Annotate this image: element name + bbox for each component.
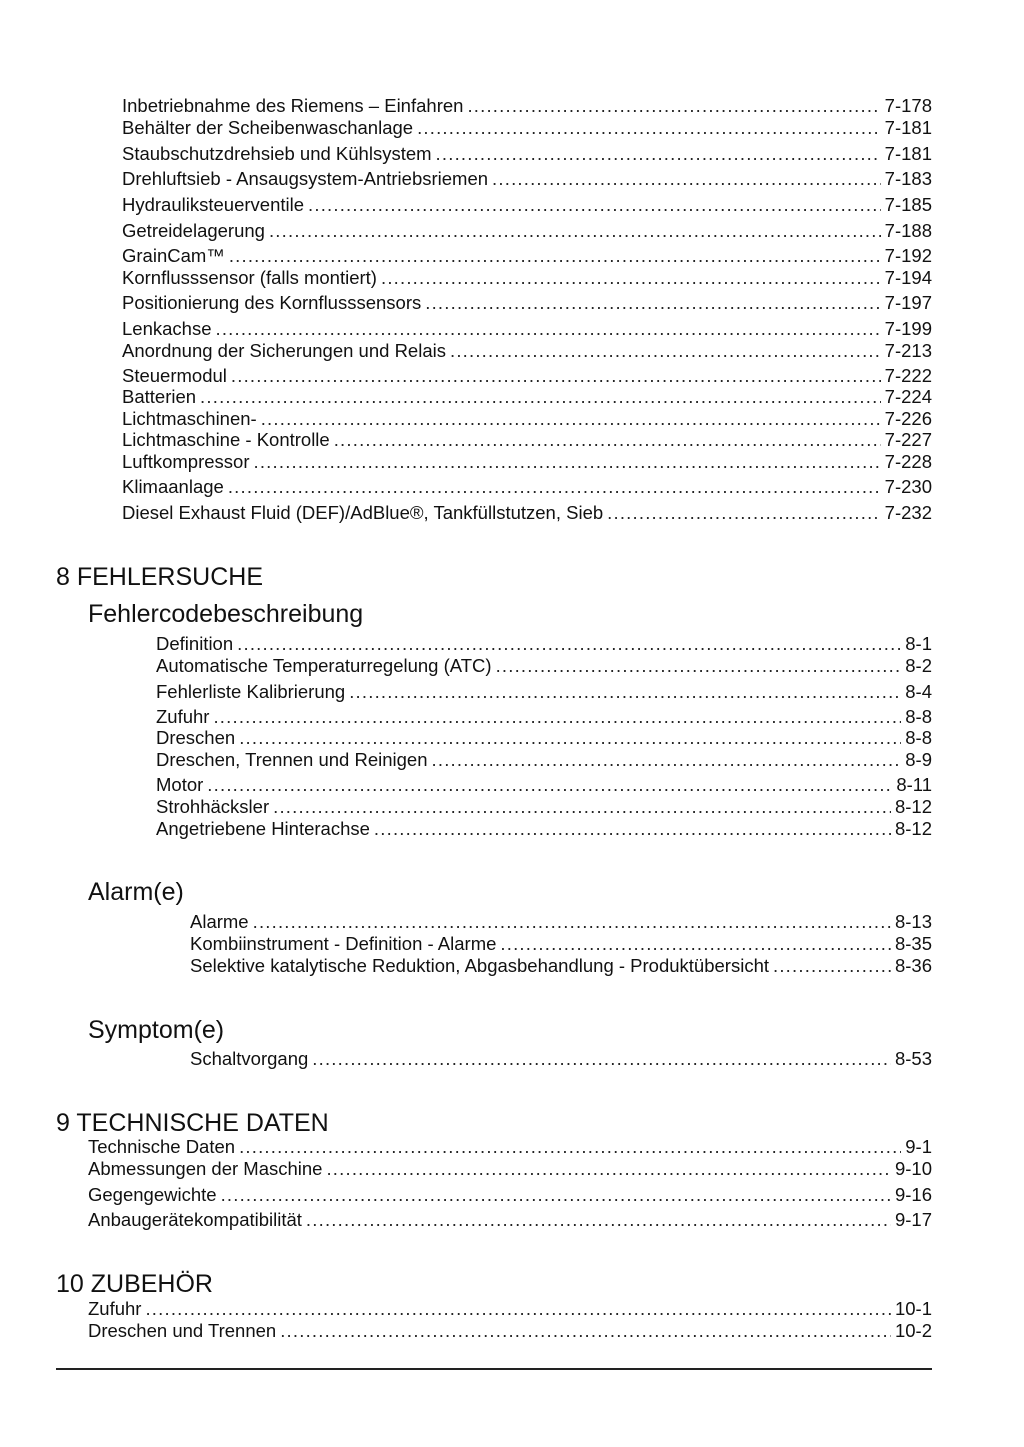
toc-entry-title: Strohhäcksler [156,796,270,817]
toc-entry-title: Batterien [122,386,197,407]
toc-entry-title: Getreidelagerung [122,220,265,241]
toc-entry-page: 8-36 [894,955,932,976]
toc-entry-page: 7-181 [884,117,932,138]
toc-entry-title: Anordnung der Sicherungen und Relais [122,340,446,361]
toc-entry[interactable] [156,749,932,771]
toc-entry-page: 8-8 [905,727,932,748]
dot-leader [228,476,881,498]
toc-entry-title: Lenkachse [122,318,212,339]
toc-entry-title: Alarme [190,911,249,932]
toc-entry[interactable] [190,933,932,955]
toc-entry[interactable] [122,429,932,451]
toc-entry-page: 8-9 [905,749,932,770]
toc-entry[interactable] [190,1048,932,1070]
toc-entry[interactable] [156,633,932,655]
toc-entry-page: 8-1 [905,633,932,654]
dot-leader [374,818,891,840]
dot-leader [500,933,891,955]
toc-entry[interactable] [122,318,932,340]
toc-entry-page: 7-183 [884,168,932,189]
dot-leader [269,220,881,242]
toc-entry-page: 8-8 [905,706,932,727]
toc-entry-page: 8-4 [905,681,932,702]
toc-entry-title: Motor [156,774,204,795]
toc-entry[interactable] [122,194,932,216]
toc-entry-page: 9-17 [894,1209,932,1230]
toc-entry-title: Lichtmaschine - Kontrolle [122,429,330,450]
dot-leader [215,318,880,340]
chapter-heading: 8 FEHLERSUCHE [56,563,263,591]
toc-entry-title: Technische Daten [88,1136,236,1157]
toc-entry-page: 9-10 [894,1158,932,1179]
toc-entry-page: 7-213 [884,340,932,361]
toc-entry-title: Zufuhr [88,1298,142,1319]
toc-entry-page: 9-1 [905,1136,932,1157]
dot-leader [436,143,881,165]
toc-entry[interactable] [88,1158,932,1180]
toc-entry-title: Inbetriebnahme des Riemens – Einfahren [122,95,464,116]
dot-leader [492,168,881,190]
toc-entry[interactable] [122,408,932,430]
toc-entry-title: Zufuhr [156,706,210,727]
toc-entry[interactable] [122,365,932,387]
toc-entry-page: 8-12 [894,818,932,839]
dot-leader [425,292,880,314]
dot-leader [381,267,881,289]
toc-entry-page: 7-188 [884,220,932,241]
toc-entry-page: 8-2 [905,655,932,676]
dot-leader [607,502,881,524]
toc-entry-title: Behälter der Scheibenwaschanlage [122,117,414,138]
dot-leader [200,386,881,408]
toc-entry-title: Definition [156,633,234,654]
toc-entry[interactable] [190,911,932,933]
toc-entry-page: 7-224 [884,386,932,407]
toc-entry-title: Drehluftsieb - Ansaugsystem-Antriebsriemen [122,168,489,189]
dot-leader [213,706,901,728]
dot-leader [237,633,901,655]
toc-entry[interactable] [122,220,932,242]
section-heading: Fehlercodebeschreibung [88,600,364,628]
dot-leader [253,911,891,933]
toc-entry[interactable] [122,476,932,498]
toc-entry[interactable] [156,706,932,728]
dot-leader [306,1209,891,1231]
toc-entry-page: 7-232 [884,502,932,523]
toc-entry-title: Schaltvorgang [190,1048,309,1069]
toc-entry[interactable] [122,168,932,190]
dot-leader [280,1320,891,1342]
chapter-heading: 9 TECHNISCHE DATEN [56,1109,329,1137]
toc-entry[interactable] [122,95,932,117]
toc-entry-title: Luftkompressor [122,451,250,472]
dot-leader [773,955,891,977]
toc-entry-title: Kornflusssensor (falls montiert) [122,267,377,288]
dot-leader [349,681,901,703]
toc-entry-page: 8-13 [894,911,932,932]
toc-entry-page: 7-181 [884,143,932,164]
toc-entry[interactable] [88,1298,932,1320]
toc-entry-title: Steuermodul [122,365,227,386]
dot-leader [467,95,880,117]
dot-leader [221,1184,891,1206]
toc-entry-title: Klimaanlage [122,476,224,497]
toc-entry[interactable] [156,796,932,818]
dot-leader [496,655,902,677]
toc-entry-title: Abmessungen der Maschine [88,1158,323,1179]
dot-leader [273,796,891,818]
toc-entry[interactable] [122,502,932,524]
toc-entry-page: 7-199 [884,318,932,339]
toc-entry-title: Lichtmaschinen- [122,408,257,429]
toc-entry[interactable] [122,386,932,408]
toc-entry[interactable] [122,292,932,314]
toc-entry[interactable] [122,143,932,165]
dot-leader [432,749,902,771]
dot-leader [326,1158,891,1180]
toc-entry[interactable] [156,774,932,796]
toc-entry-title: Dreschen, Trennen und Reinigen [156,749,428,770]
toc-entry-title: Dreschen und Trennen [88,1320,277,1341]
toc-entry-page: 10-2 [894,1320,932,1341]
toc-entry[interactable] [122,117,932,139]
toc-entry-page: 7-185 [884,194,932,215]
toc-entry-page: 8-35 [894,933,932,954]
section-heading: Symptom(e) [88,1016,225,1044]
toc-entry-title: Angetriebene Hinterachse [156,818,370,839]
dot-leader [308,194,881,216]
dot-leader [207,774,892,796]
footer-rule [56,1368,932,1370]
section-heading: Alarm(e) [88,878,184,906]
toc-entry-title: Automatische Temperaturregelung (ATC) [156,655,492,676]
dot-leader [312,1048,891,1070]
dot-leader [450,340,881,362]
chapter-heading: 10 ZUBEHÖR [56,1270,213,1298]
dot-leader [239,1136,901,1158]
dot-leader [229,245,881,267]
toc-entry-title: Kombiinstrument - Definition - Alarme [190,933,497,954]
toc-entry-page: 8-53 [894,1048,932,1069]
toc-entry-title: GrainCam™ [122,245,225,266]
toc-entry[interactable] [156,655,932,677]
toc-entry[interactable] [156,681,932,703]
toc-entry[interactable] [156,818,932,840]
toc-entry-page: 7-178 [884,95,932,116]
toc-entry[interactable] [88,1209,932,1231]
toc-entry[interactable] [88,1320,932,1342]
toc-entry-page: 7-226 [884,408,932,429]
toc-entry-page: 9-16 [894,1184,932,1205]
toc-entry-page: 7-227 [884,429,932,450]
toc-entry-page: 7-197 [884,292,932,313]
dot-leader [239,727,901,749]
dot-leader [231,365,881,387]
toc-entry-title: Anbaugerätekompatibilität [88,1209,302,1230]
toc-entry-title: Selektive katalytische Reduktion, Abgasbehandlung - Produktübersicht [190,955,769,976]
toc-entry[interactable] [122,245,932,267]
toc-entry[interactable] [122,451,932,473]
toc-entry[interactable] [190,955,932,977]
dot-leader [145,1298,891,1320]
dot-leader [417,117,881,139]
toc-entry-title: Positionierung des Kornflusssensors [122,292,422,313]
toc-entry[interactable] [122,340,932,362]
dot-leader [334,429,881,451]
toc-entry-title: Staubschutzdrehsieb und Kühlsystem [122,143,432,164]
toc-entry-page: 7-230 [884,476,932,497]
toc-entry-title: Fehlerliste Kalibrierung [156,681,346,702]
toc-entry[interactable] [156,727,932,749]
toc-entry-title: Dreschen [156,727,236,748]
toc-entry-title: Hydrauliksteuerventile [122,194,305,215]
toc-entry-title: Diesel Exhaust Fluid (DEF)/AdBlue®, Tankfüllstutzen, Sieb [122,502,604,523]
toc-entry-page: 7-222 [884,365,932,386]
toc-entry[interactable] [88,1184,932,1206]
dot-leader [254,451,881,473]
toc-entry-page: 8-11 [896,774,932,795]
toc-entry-page: 8-12 [894,796,932,817]
toc-entry-page: 7-194 [884,267,932,288]
toc-entry-title: Gegengewichte [88,1184,217,1205]
dot-leader [261,408,881,430]
toc-entry-page: 7-228 [884,451,932,472]
toc-entry-page: 7-192 [884,245,932,266]
toc-entry[interactable] [122,267,932,289]
toc-entry-page: 10-1 [894,1298,932,1319]
toc-entry[interactable] [88,1136,932,1158]
